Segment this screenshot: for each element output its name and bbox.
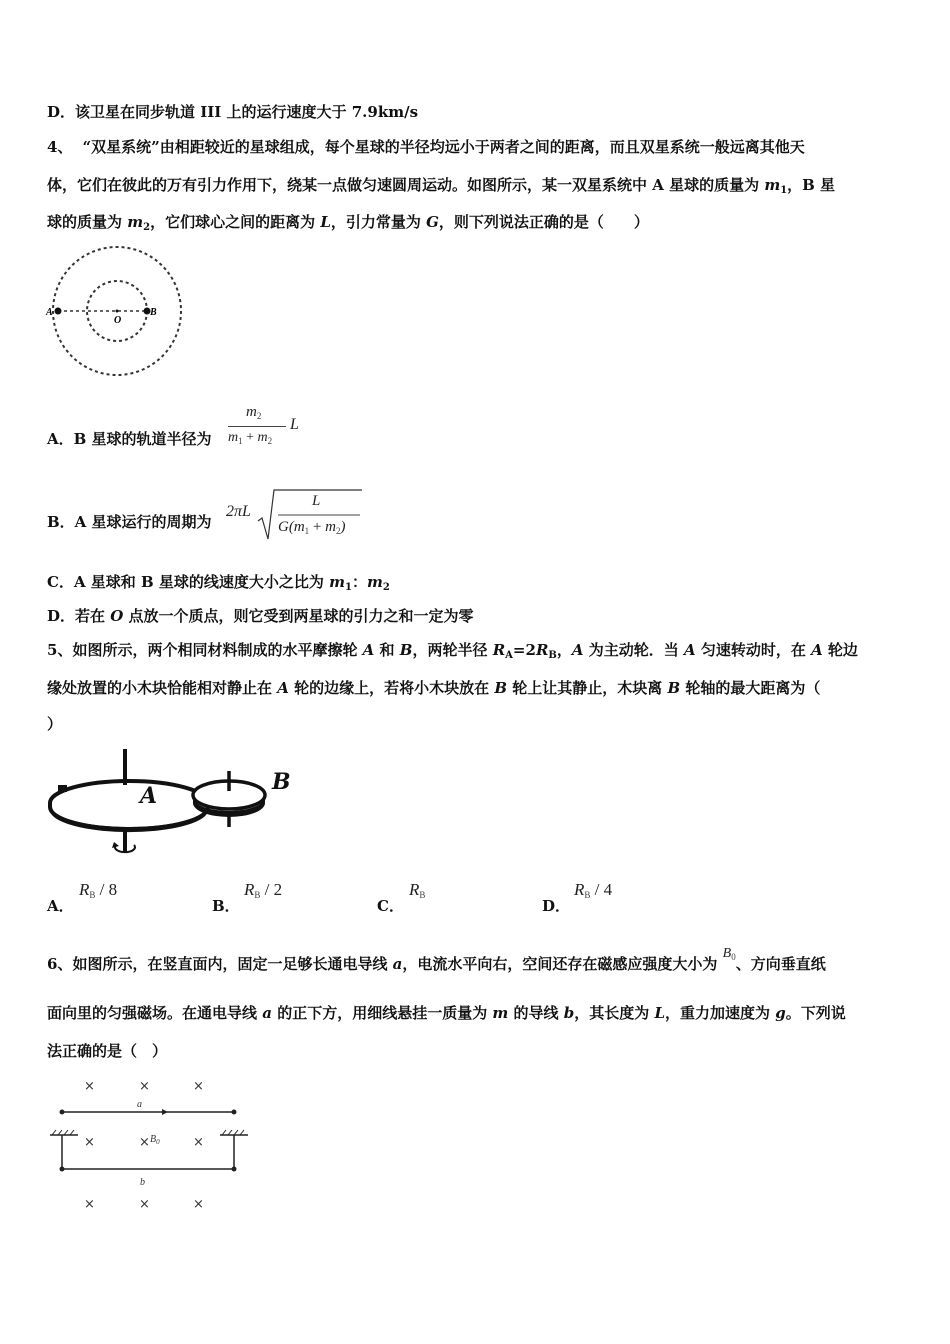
q5-option-c-label: C． [377,897,404,915]
q4-c-sub2: 2 [382,582,390,593]
q5-l1-R2: R [535,641,549,659]
q6-l2-L: L [654,1004,666,1022]
q5-option-c-value: RB [409,880,426,900]
q6-l2d: ，其长度为 [574,1004,655,1022]
cross-mark: × [84,1197,95,1212]
q6-l1c: 、方向垂直纸 [735,955,826,973]
q6-l2c: 的导线 [508,1004,564,1022]
q4-option-a-formula [228,404,308,454]
q5-l1h: 轮边 [822,641,858,659]
q5-l2b: 轮的边缘上，若将小木块放在 [288,679,495,697]
q5-stem-line2 [47,677,820,699]
q5-l1f: 为主动轮．当 [583,641,684,659]
q4-option-b [47,511,212,533]
q4-line3-mid2: ，引力常量为 [330,213,427,231]
q4-line1-text: “双星系统”由相距较近的星球组成，每个星球的半径均远小于两者之间的距离，而且双星系统一般远离其他天 [82,138,805,156]
q5-option-d-value: RB / 4 [574,880,613,900]
q4-line2-tail: ，B 星 [787,176,836,194]
q5-option-a-value: RB / 8 [79,880,118,900]
cross-mark: × [84,1135,95,1150]
q4-d-text: D．若在 [47,607,111,625]
q5-l1b: 和 [374,641,400,659]
q4-c-m1: m [329,573,346,591]
cross-mark: × [84,1079,95,1094]
q4-m2-sub: 2 [143,222,151,233]
q4-option-b-formula [226,487,366,543]
magnetic-field-figure [44,1072,254,1217]
wheel-b-label: B [272,769,291,795]
q3-option-d: D．该卫星在同步轨道 III 上的运行速度大于 7.9km/s [47,103,419,121]
label-o: O [114,315,122,326]
cross-mark: × [193,1079,204,1094]
q4-line2-text: 体，它们在彼此的万有引力作用下，绕某一点做匀速圆周运动。如图所示，某一双星系统中 A 星球的质量为 [47,176,765,194]
q5-stem-line1 [47,639,858,667]
frac-num: $m_2$ [246,404,262,421]
q5-stem-line3: ） [47,715,63,733]
q4-line3-tail: ，则下列说法正确的是（ ） [438,213,649,231]
q4-line3-text: 球的质量为 [47,213,128,231]
q4-option-c [47,571,390,599]
cross-mark: × [139,1079,150,1094]
q5-l2-A: A [277,679,289,697]
q4-stem-line2 [47,174,835,202]
frac-tail: L [290,416,299,433]
wire-b-end-right [232,1167,237,1172]
q5-l1-Rsub: A [505,650,513,661]
friction-wheels-figure [44,745,304,865]
q6-l2f: 。下列说 [785,1004,846,1022]
q5-l2d: 轮轴的最大距离为（ [680,679,821,697]
cross-mark: × [193,1135,204,1150]
q5-l2a: 缘处放置的小木块恰能相对静止在 [47,679,278,697]
q5-l1-B: B [399,641,413,659]
q4-c-colon: ： [352,573,368,591]
wire-a-end-left [60,1110,65,1115]
q6-l2-m: m [492,1004,509,1022]
q5-option-b-label: B． [212,897,240,915]
q5-option-b-value: RB / 2 [244,880,283,900]
wire-a-label: a [137,1099,142,1110]
period-num: L [312,493,321,509]
q6-l1a: 如图所示，在竖直面内，固定一足够长通电导线 [72,955,393,973]
q5-l1g: 匀速转动时，在 [695,641,812,659]
q5-l2c: 轮上让其静止，木块离 [507,679,668,697]
q4-d-tail: 点放一个质点，则它受到两星球的引力之和一定为零 [123,607,474,625]
label-a: A [46,307,53,318]
q4-stem-line3 [47,211,649,239]
q6-l2b: 的正下方，用细线悬挂一质量为 [271,1004,493,1022]
q5-l1-A4: A [811,641,823,659]
q4-m1: m [764,176,781,194]
q5-l1-R2sub: B [548,650,557,661]
q6-l1-a: a [392,955,403,973]
q4-m1-sub: 1 [780,185,788,196]
q4-L: L [320,213,331,231]
q5-number: 5、 [47,641,73,659]
q4-stem-line1 [47,136,805,158]
frac-den: $m_1 + m_2$ [228,430,273,446]
frac-bar [228,426,286,427]
label-b: B [150,307,157,318]
q6-l2-b: b [563,1004,575,1022]
q5-l2-B2: B [667,679,681,697]
cross-mark: × [139,1197,150,1212]
q5-l1-A: A [362,641,375,659]
q5-l1-A2: A [571,641,584,659]
center-o [116,310,119,313]
q5-option-d-label: D． [542,897,571,915]
q5-option-a-label: A． [47,897,74,915]
q4-option-c-text: C．A 星球和 B 星球的线速度大小之比为 [47,573,330,591]
q5-l1-A3: A [683,641,696,659]
q6-stem-line2 [47,1002,846,1024]
q6-stem-line3: 法正确的是（ ） [47,1042,168,1060]
q4-option-a [47,428,212,450]
q5-l2-B: B [494,679,508,697]
q4-G: G [426,213,439,231]
binary-star-figure [44,240,194,380]
wood-block [58,785,67,792]
q4-option-d [47,605,474,627]
q5-l1e: ， [556,641,572,659]
q4-option-b-text: B．A 星球运行的周期为 [47,513,212,531]
period-coef: 2πL [226,503,251,520]
field-label: $B_0$ [150,1134,160,1146]
star-a [55,308,62,315]
period-den: $G(m_1 + m_2)$ [278,519,346,536]
q6-number: 6、 [47,955,73,973]
q6-l2e: ，重力加速度为 [665,1004,776,1022]
q4-option-a-text: A．B 星球的轨道半径为 [47,430,212,448]
q5-l1c: ，两轮半径 [412,641,493,659]
q6-stem-line1 [47,946,826,980]
wheel-a-label: A [140,783,158,809]
wire-a-end-right [232,1110,237,1115]
q4-c-m2: m [367,573,383,591]
q4-line3-mid: ，它们球心之间的距离为 [150,213,321,231]
cross-mark: × [139,1135,150,1150]
q6-l1b: ，电流水平向右，空间还存在磁感应强度大小为 [402,955,723,973]
q6-l2a: 面向里的匀强磁场。在通电导线 [47,1004,263,1022]
cross-mark: × [193,1197,204,1212]
q6-l2-a: a [262,1004,272,1022]
q5-l1-R: R [492,641,506,659]
q5-l1d: =2 [512,641,536,659]
q4-d-o: O [110,607,124,625]
wire-b-label: b [140,1177,145,1188]
q4-number: 4、 [47,138,73,156]
q6-l2-g: g [775,1004,786,1022]
wire-b-end-left [60,1167,65,1172]
q6-l1-B0: $B_0$ [722,946,736,962]
q5-l1a: 如图所示，两个相同材料制成的水平摩擦轮 [72,641,363,659]
q4-m2: m [127,213,144,231]
current-arrow [162,1109,168,1115]
q4-c-sub1: 1 [345,582,352,593]
